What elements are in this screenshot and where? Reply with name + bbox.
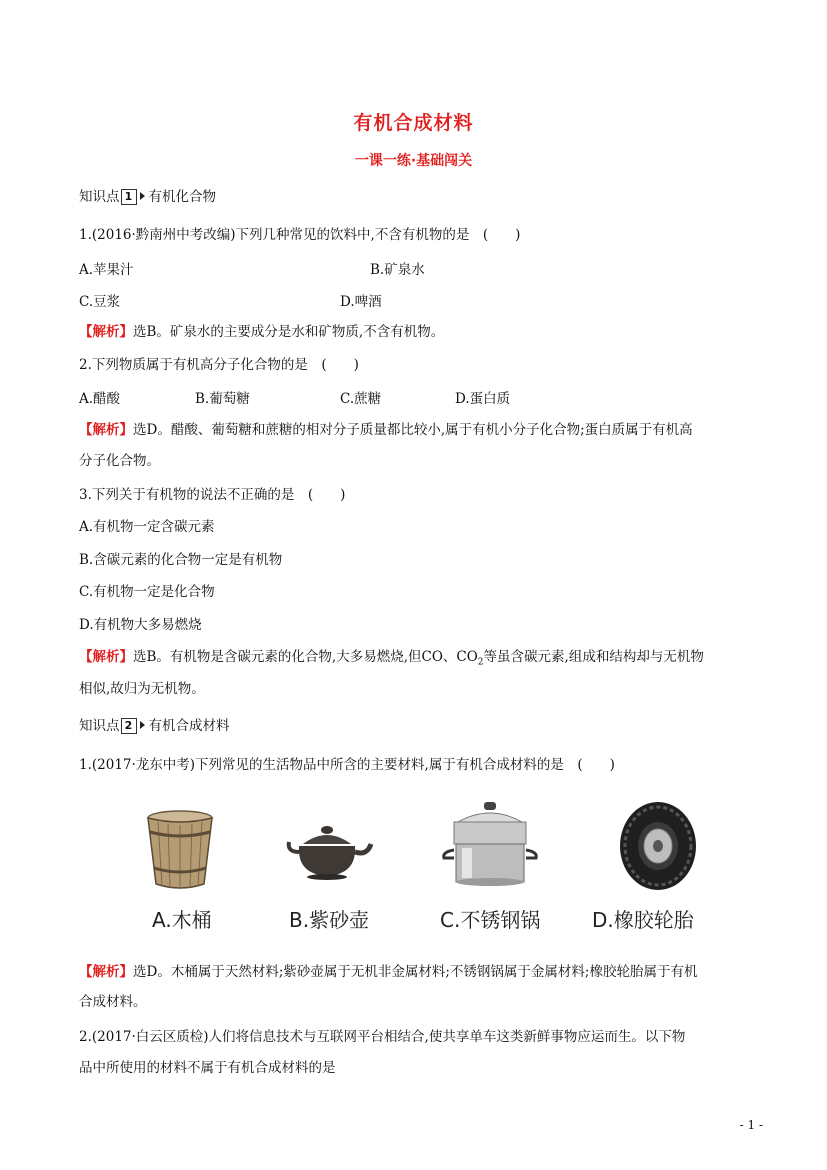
q1-option-b: B.矿泉水 — [370, 262, 425, 278]
q2-analysis-line1 — [79, 420, 693, 440]
q1-analysis-label: 【解析】 — [79, 324, 133, 340]
q3-analysis-line2: 相似,故归为无机物。 — [79, 681, 205, 697]
q5-stem-line1: 2.(2017·白云区质检)人们将信息技术与互联网平台相结合,使共享单车这类新鲜事物应运而生。以下物 — [79, 1029, 686, 1045]
q1-stem: 1.(2016·黔南州中考改编)下列几种常见的饮料中,不含有机物的是 ( ) — [79, 227, 521, 243]
q3-option-a: A.有机物一定含碳元素 — [79, 519, 215, 535]
q3-subscript-2: 2 — [477, 657, 484, 668]
caption-stainless-pot: C.不锈钢锅 — [440, 908, 541, 932]
kp1-arrow-icon — [140, 192, 145, 200]
q3-option-b: B.含碳元素的化合物一定是有机物 — [79, 552, 283, 568]
q2-analysis-text1: 选D。醋酸、葡萄糖和蔗糖的相对分子质量都比较小,属于有机小分子化合物;蛋白质属于有机高 — [133, 422, 693, 438]
q3-analysis-label: 【解析】 — [79, 649, 133, 665]
page-number: - 1 - — [739, 1118, 763, 1132]
q2-analysis-line2: 分子化合物。 — [79, 453, 160, 469]
knowledge-point-2 — [79, 716, 230, 736]
q4-analysis-label: 【解析】 — [79, 964, 133, 980]
teapot-image — [285, 822, 375, 884]
kp2-arrow-icon — [140, 721, 145, 729]
q3-stem: 3.下列关于有机物的说法不正确的是 ( ) — [79, 487, 346, 503]
caption-rubber-tire: D.橡胶轮胎 — [592, 908, 694, 932]
q2-option-a: A.醋酸 — [79, 391, 121, 407]
q2-option-d: D.蛋白质 — [455, 391, 511, 407]
q3-analysis-text1b: 等虽含碳元素,组成和结构却与无机物 — [483, 649, 704, 665]
kp1-prefix: 知识点 — [79, 189, 120, 205]
q1-option-d: D.啤酒 — [340, 294, 382, 310]
q2-stem: 2.下列物质属于有机高分子化合物的是 ( ) — [79, 357, 359, 373]
q2-option-c: C.蔗糖 — [340, 391, 382, 407]
kp1-number-badge: 1 — [121, 189, 137, 205]
rubber-tire-image — [615, 800, 701, 892]
q2-option-b: B.葡萄糖 — [195, 391, 250, 407]
q2-analysis-label: 【解析】 — [79, 422, 133, 438]
q3-analysis-text1a: 选B。有机物是含碳元素的化合物,大多易燃烧,但CO、CO — [133, 649, 478, 665]
kp2-prefix: 知识点 — [79, 718, 120, 734]
kp1-label: 有机化合物 — [148, 189, 216, 205]
q5-stem-line2: 品中所使用的材料不属于有机合成材料的是 — [79, 1060, 336, 1076]
q4-analysis-line2: 合成材料。 — [79, 994, 147, 1010]
kp2-number-badge: 2 — [121, 718, 137, 734]
q1-option-a: A.苹果汁 — [79, 262, 134, 278]
caption-teapot: B.紫砂壶 — [289, 908, 370, 932]
knowledge-point-1 — [79, 187, 216, 207]
q4-stem: 1.(2017·龙东中考)下列常见的生活物品中所含的主要材料,属于有机合成材料的是 ( ) — [79, 757, 615, 773]
q4-analysis-line1 — [79, 962, 697, 982]
q4-analysis-text1: 选D。木桶属于天然材料;紫砂壶属于无机非金属材料;不锈钢锅属于金属材料;橡胶轮胎属于有机 — [133, 964, 698, 980]
q3-analysis-line1 — [79, 647, 704, 673]
q1-analysis — [79, 322, 444, 342]
q1-option-c: C.豆浆 — [79, 294, 121, 310]
page-subtitle: 一课一练·基础闯关 — [354, 153, 473, 169]
q3-option-d: D.有机物大多易燃烧 — [79, 617, 202, 633]
wooden-bucket-image — [140, 808, 220, 890]
stainless-pot-image — [440, 802, 540, 890]
kp2-label: 有机合成材料 — [148, 718, 230, 734]
q3-option-c: C.有机物一定是化合物 — [79, 584, 215, 600]
page-title: 有机合成材料 — [353, 112, 474, 134]
q1-analysis-text: 选B。矿泉水的主要成分是水和矿物质,不含有机物。 — [133, 324, 445, 340]
caption-wooden-bucket: A.木桶 — [152, 908, 212, 932]
